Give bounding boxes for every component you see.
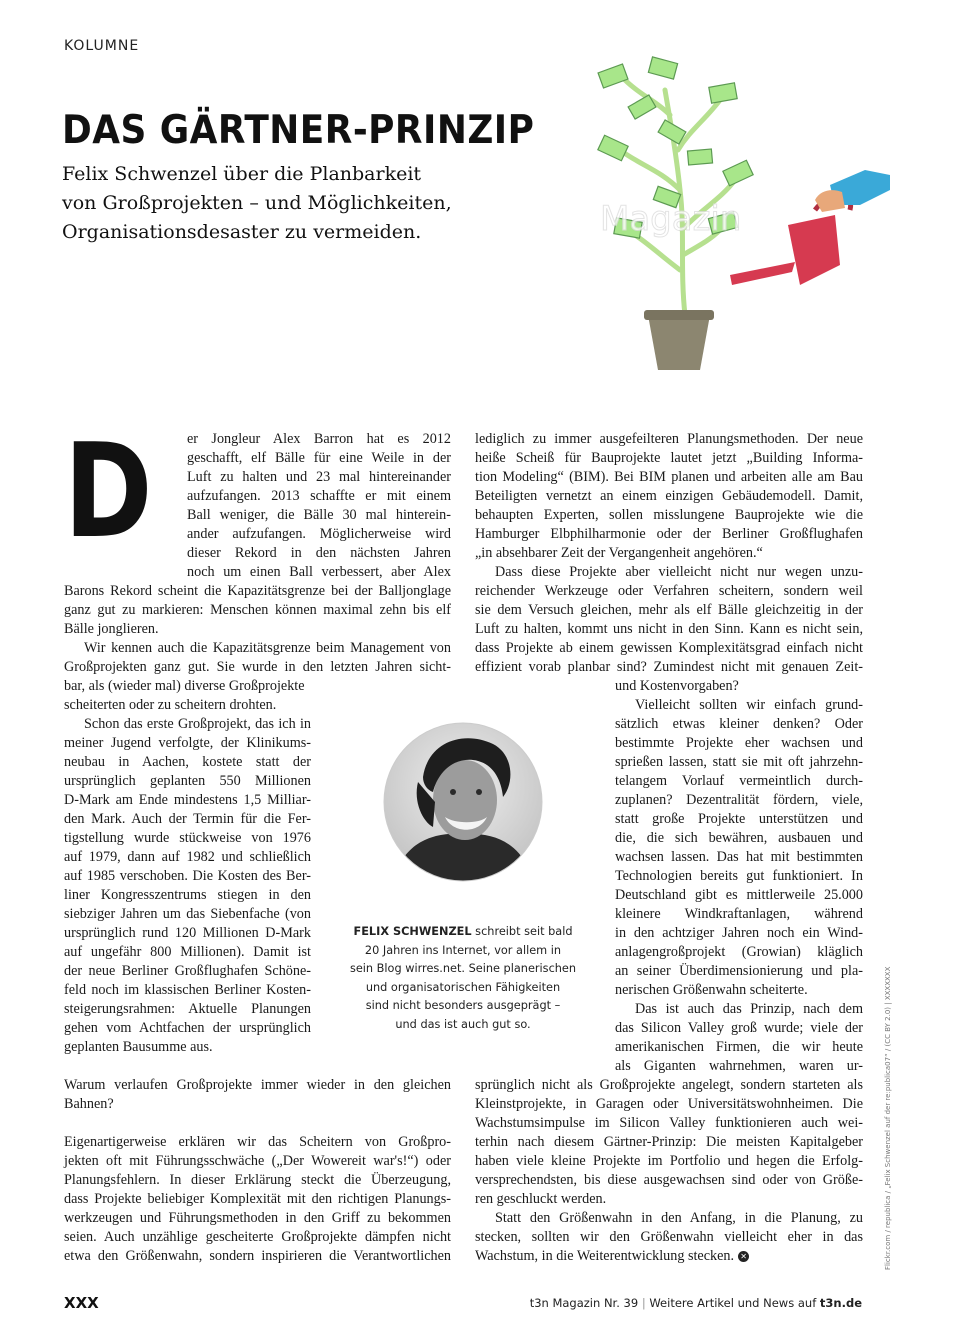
body-line: tigstellung wurde stückweise von 1976	[64, 830, 311, 846]
end-mark-icon: ✕	[738, 1251, 749, 1262]
body-line: Deutschland gibt es mittlerweile 25.000	[615, 887, 863, 903]
body-line: Kleinstprojekte, in Garagen oder Universitätswohnheimen. Die	[475, 1096, 863, 1112]
body-line: reichender Werkzeuge oder Verfahren scheitern, sondern weil	[475, 583, 863, 599]
body-line: geschafft, elf Bälle für eine Weile in der	[187, 450, 451, 466]
body-line: bar, als (wieder mal) diverse Großprojekte	[64, 678, 305, 694]
body-line: stecken, sollten wir den Größenwahn vielleicht eher in das	[475, 1229, 863, 1245]
body-line: Statt den Größenwahn in den Anfang, in die Planung, zu	[495, 1210, 863, 1226]
body-line: noch um einen Ball verbessert, aber Alex	[187, 564, 451, 580]
body-line: kleinere Windkraftanlagen, während	[615, 906, 863, 922]
body-line: liner Kongresszentrums stiegen in den	[64, 887, 311, 903]
body-line: siebziger Jahren um das Siebenfache (von	[64, 906, 311, 922]
body-line: er Jongleur Alex Barron hat es 2012	[187, 431, 451, 447]
body-line: Das ist auch das Prinzip, nach dem	[635, 1001, 863, 1017]
subtitle-line: Organisationsdesaster zu vermeiden.	[62, 221, 422, 243]
body-line: Warum verlaufen Großprojekte immer wieder in den gleichen	[64, 1077, 451, 1093]
body-line: Barons Rekord scheint die Kapazitätsgrenze bei der Balljonglage	[64, 583, 451, 599]
body-line: Planungsfehlern. In dieser Erklärung steckt die Überzeugung,	[64, 1172, 451, 1188]
body-line: werkzeugen und Führungsmethoden in den Griff zu bekommen	[64, 1210, 451, 1226]
caption-line: und das ist auch gut so.	[395, 1017, 531, 1031]
body-line: ganz gut zu markieren: Menschen können maximal zehn bis elf	[64, 602, 451, 618]
caption-line: sind nicht besonders ausgeprägt –	[365, 999, 561, 1012]
author-photo	[383, 722, 543, 882]
body-line: anlagengroßprojekt (Growian) kläglich	[615, 944, 863, 960]
body-line: nerischen Größenwahn scheiterte.	[615, 982, 808, 998]
page-number: XXX	[64, 1294, 99, 1312]
body-line: terhin nach diesem Gärtner-Prinzip: Die meisten Kapitalgeber	[475, 1134, 863, 1150]
body-line: Vielleicht sollten wir einfach grund-	[635, 697, 863, 713]
caption-line: 20 Jahren ins Internet, vor allem in	[364, 943, 562, 957]
footer-more: Weitere Artikel und News auf	[649, 1296, 820, 1310]
body-line: auf 1979, dann auf 1982 und schließlich	[64, 849, 311, 865]
body-line: ren geschluckt werden.	[475, 1191, 607, 1207]
body-line: haben viele kleine Projekte im Portfolio und hegen die Erfolg-	[475, 1153, 863, 1169]
body-line: sätzlich etwas kleiner denken? Oder	[615, 716, 863, 732]
body-line: ursprünglich geplanten 550 Millionen	[64, 773, 311, 789]
body-line: Bahnen?	[64, 1096, 114, 1112]
body-line: Bälle jonglieren.	[64, 621, 159, 637]
body-line: aufzufangen. 2013 schaffte er mit einem	[187, 488, 451, 504]
body-line: ander aufzufangen. Möglicherweise wird	[187, 526, 451, 542]
footer-info: t3n Magazin Nr. 39 | Weitere Artikel und News auf t3n.de	[529, 1296, 862, 1310]
subtitle-line: von Großprojekten – und Möglichkeiten,	[62, 192, 452, 214]
body-line: telangem Vorlauf vermeintlich durch-	[615, 773, 863, 789]
body-line: Schon das erste Großprojekt, das ich in	[84, 716, 311, 732]
body-line: Wir kennen auch die Kapazitätsgrenze beim Management von	[84, 640, 451, 656]
body-line: zuplanen? Dezentralität fördern, viele,	[615, 792, 863, 808]
body-line: in den achtziger Jahren noch ein Wind-	[615, 925, 863, 941]
body-line: dieser Rekord in den nächsten Jahren	[187, 545, 451, 561]
article-title: DAS GÄRTNER-PRINZIP	[62, 108, 535, 153]
body-line: meiner Jugend verfolgte, der Klinikums-	[64, 735, 311, 751]
body-line: bestimmte Projekte eher wachsen und	[615, 735, 863, 751]
body-line: auf 1985 verschoben. Die Kosten des Ber-	[64, 868, 311, 884]
photo-credit: Flickr.com / republica / „Felix Schwenzel auf der re:publica07“ / (CC BY 2.0) | XXXXXXX	[884, 966, 892, 1270]
body-line: den Mark. Auch der Termin für die Fer-	[64, 811, 311, 827]
body-line: scheiterten oder zu scheitern drohten.	[64, 697, 277, 713]
money-tree-illustration	[560, 40, 900, 380]
body-line: neubau in Aachen, kostete statt der	[64, 754, 311, 770]
body-line: lediglich zu immer ausgefeilteren Planungsmethoden. Der neue	[475, 431, 863, 447]
body-line-text: Wachstum, in die Weiterentwicklung stecken.	[475, 1248, 735, 1264]
body-line: tion Modeling“ (BIM). Bei BIM planen und arbeiten alle am Bau	[475, 469, 863, 485]
body-line: D-Mark am Ende mindestens 1,5 Milliar-	[64, 792, 311, 808]
body-line: dass Projekte ab einem gewissen Komplexitätsgrad einfach nicht	[475, 640, 863, 656]
body-line: steigerungsrahmen: Aktuelle Planungen	[64, 1001, 311, 1017]
body-line: statt große Projekte unterstützen und	[615, 811, 863, 827]
body-line: Eigenartigerweise erklären wir das Scheitern von Großpro-	[64, 1134, 451, 1150]
body-line: behaupten Experten, sollen misslungene Bauprojekte wie die	[475, 507, 863, 523]
body-line: gehen vom Achtfachen der ursprünglich	[64, 1020, 311, 1036]
body-line: versprechendsten, bis diese ausgewachsen sind oder von Größe-	[475, 1172, 863, 1188]
body-line: an seiner Überdimensionierung und pla-	[615, 963, 863, 979]
body-line: das Silicon Valley groß wurde; viele der	[615, 1020, 863, 1036]
body-line: heiße Scheiß für Bauprojekte lautet jetzt „Building Informa-	[475, 450, 863, 466]
body-line: sie dem Versuch gleichen, mehr als elf Bälle gleichzeitig in der	[475, 602, 863, 618]
body-line: geplanten Bausumme aus.	[64, 1039, 213, 1055]
body-line	[475, 1247, 749, 1266]
caption-line: schreibt seit bald	[471, 925, 573, 938]
body-line: Großprojekten ganz gut. Sie wurde in den letzten Jahren sicht-	[64, 659, 451, 675]
body-line: Wachstumsimpulse im Silicon Valley funktionieren auch wei-	[475, 1115, 863, 1131]
body-line: etwa den Größenwahn, sondern inspirieren die Verantwortlichen	[64, 1248, 451, 1264]
body-line: wachsen lassen. Das hat mit bestimmten	[615, 849, 863, 865]
body-line: Hamburger Elbphilharmonie oder der Berliner Großflughafen	[475, 526, 863, 542]
body-line: sprünglich nicht als Großprojekte angelegt, sondern starteten als	[475, 1077, 863, 1093]
body-line: Luft zu halten, kommt uns nicht in den Sinn. Kann es nicht sein,	[475, 621, 863, 637]
body-line: feld noch im klassischen Berliner Kosten-	[64, 982, 311, 998]
body-line: „in absehbarer Zeit der Vergangenheit angehören.“	[475, 545, 763, 561]
footer-issue: t3n Magazin Nr. 39	[529, 1296, 639, 1310]
body-line: Ball weniger, die Bälle 30 mal hinterein-	[187, 507, 451, 523]
body-line: sprießen lassen, statt sie mit oft jahrzehn-	[615, 754, 863, 770]
footer-site-link[interactable]: t3n.de	[819, 1296, 862, 1310]
body-line: auf ungefähr 800 Millionen). Damit ist	[64, 944, 311, 960]
body-line: Beteiligten vernetzt an einem einzigen Gebäudemodell. Damit,	[475, 488, 863, 504]
author-caption	[333, 923, 593, 1034]
subtitle-line: Felix Schwenzel über die Planbarkeit	[62, 163, 422, 185]
caption-line: und organisatorischen Fähigkeiten	[365, 980, 561, 994]
article-subtitle	[62, 160, 482, 247]
body-line: ursprünglich rund 120 Millionen D-Mark	[64, 925, 311, 941]
section-label: KOLUMNE	[64, 38, 140, 54]
body-line: seien. Auch unzählige gescheiterte Großprojekte dämpfen nicht	[64, 1229, 451, 1245]
body-line: Dass diese Projekte aber vielleicht nicht nur wegen unzu-	[495, 564, 863, 580]
body-line: Technologien bereits gut funktioniert. In	[615, 868, 863, 884]
body-line: die, die sich bewähren, ausbauen und	[615, 830, 863, 846]
body-line: amerikanischen Firmen, die wir heute	[615, 1039, 863, 1055]
body-line: der neue Berliner Großflughafen Schöne-	[64, 963, 311, 979]
watermark-text: Magazin	[600, 199, 742, 239]
caption-line: sein Blog wirres.net. Seine planerischen	[349, 962, 577, 975]
body-line: als Giganten wahrnehmen, waren ur-	[615, 1058, 863, 1074]
body-line: und Kostenvorgaben?	[615, 678, 739, 694]
author-name: FELIX SCHWENZEL	[353, 925, 472, 938]
body-line: effizient vorab planbar sind? Zumindest nicht mit genauen Zeit-	[475, 659, 863, 675]
drop-cap: D	[64, 415, 153, 567]
body-line: jekten oft mit Führungsschwäche („Der Wowereit war's!“) oder	[64, 1153, 451, 1169]
body-line: Luft zu halten und 23 mal hintereinander	[187, 469, 451, 485]
body-line: dass Projekte beliebiger Komplexität mit den richtigen Planungs-	[64, 1191, 451, 1207]
